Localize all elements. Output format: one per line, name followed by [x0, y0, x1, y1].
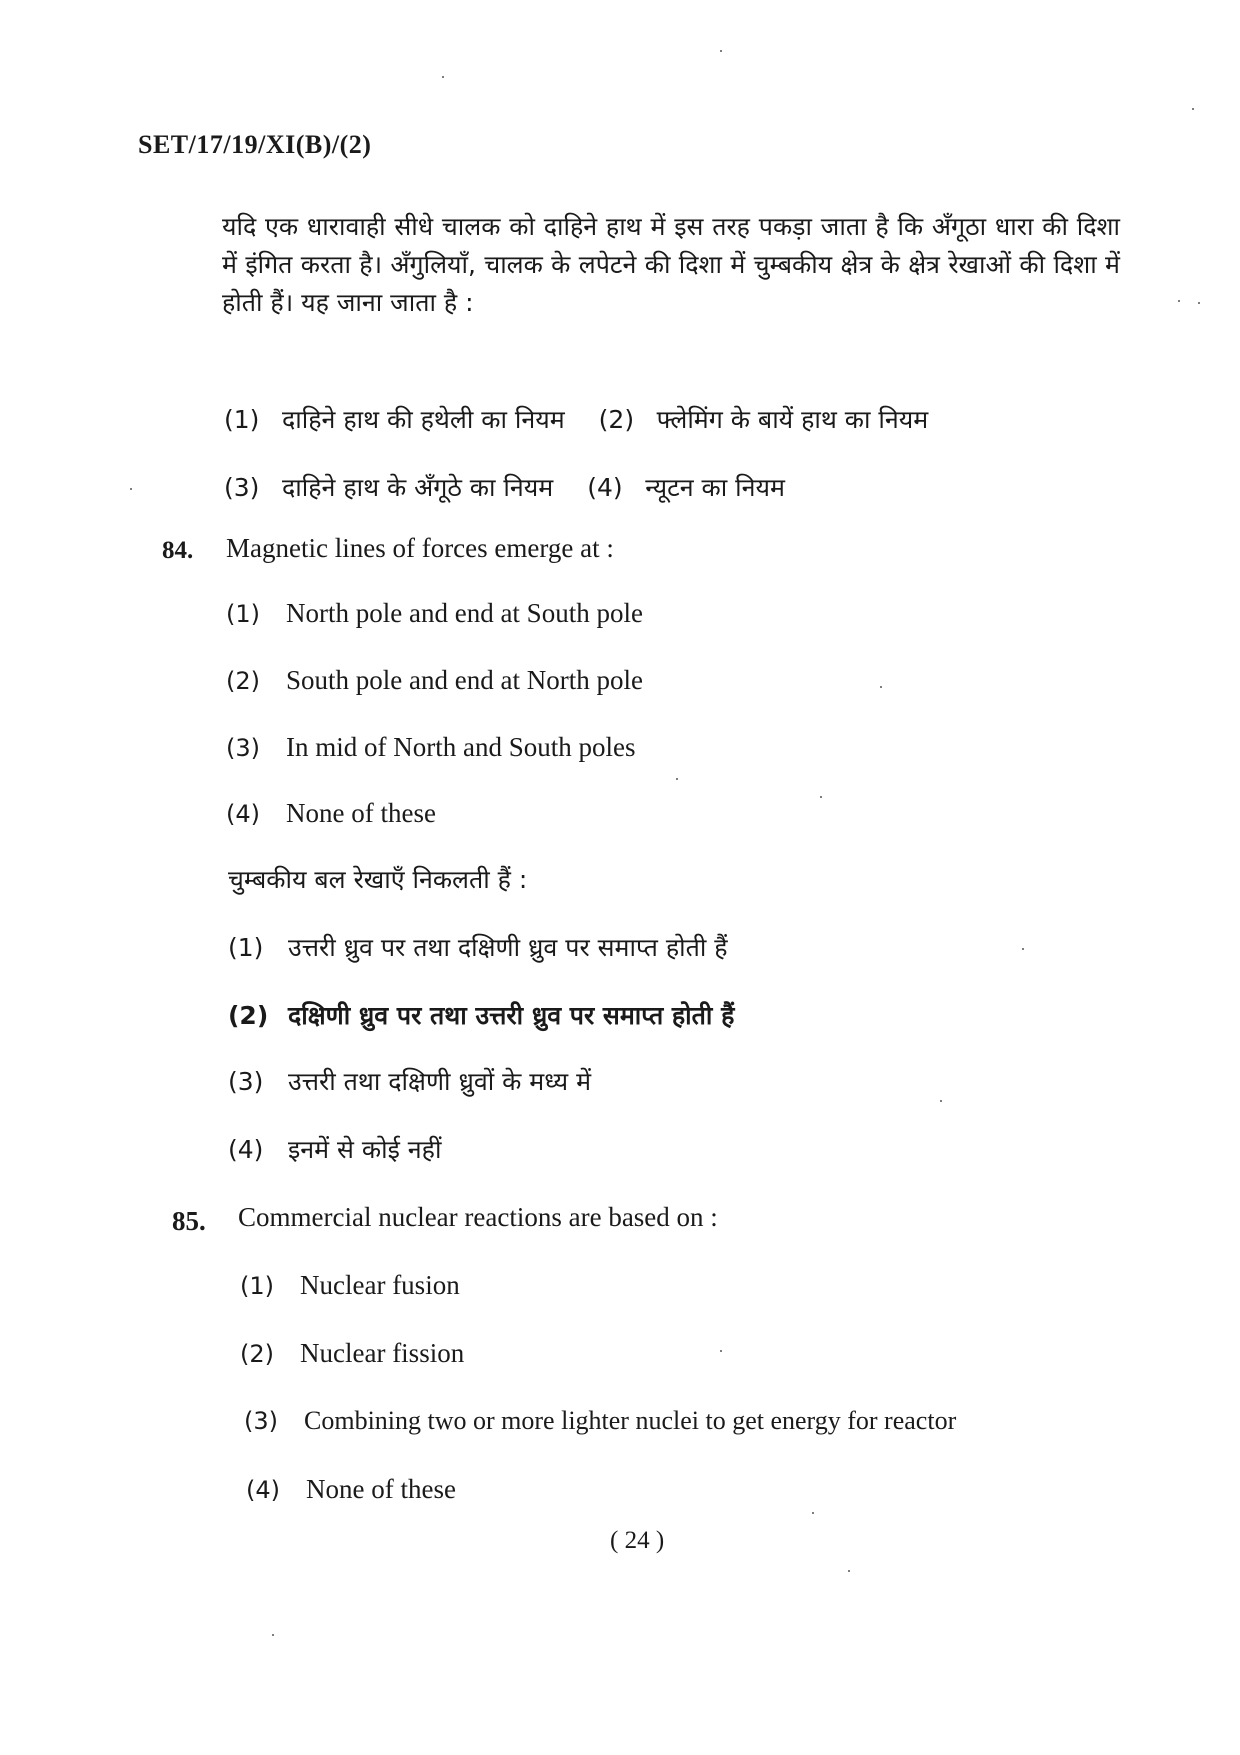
page-number: ( 24 ) [610, 1527, 665, 1554]
option-text: None of these [286, 798, 436, 828]
scan-speck [720, 50, 722, 52]
option-number: (2) [240, 1340, 274, 1368]
question-84-stem: Magnetic lines of forces emerge at : [226, 533, 614, 563]
scan-speck [1178, 300, 1180, 302]
paper-code: SET/17/19/XI(B)/(2) [138, 130, 372, 159]
scan-speck [940, 1100, 942, 1102]
option-number: (2) [228, 1001, 269, 1030]
question-84-hindi-option-4 [228, 1132, 441, 1166]
question-84-option-1 [226, 598, 643, 629]
option-text: फ्लेमिंग के बायें हाथ का नियम [656, 405, 929, 434]
option-text: Combining two or more lighter nuclei to get energy for reactor [304, 1406, 957, 1435]
question-84-number: 84. [162, 537, 194, 564]
question-83-options-row-2 [224, 470, 785, 504]
option-number: (4) [226, 800, 260, 828]
option-text: In mid of North and South poles [286, 732, 636, 762]
option-text: दक्षिणी ध्रुव पर तथा उत्तरी ध्रुव पर समाप्त होती हैं [288, 1001, 735, 1030]
option-text: इनमें से कोई नहीं [288, 1135, 442, 1164]
scan-speck [676, 778, 678, 780]
option-number: (3) [228, 1067, 264, 1096]
option-text: दाहिने हाथ की हथेली का नियम [282, 405, 565, 434]
scan-speck [880, 686, 882, 688]
option-text: North pole and end at South pole [286, 598, 643, 628]
scan-speck [272, 1634, 274, 1636]
option-number: (4) [587, 473, 623, 502]
option-number: (1) [228, 933, 264, 962]
question-83-hindi-stem: यदि एक धारावाही सीधे चालक को दाहिने हाथ में इस तरह पकड़ा जाता है कि अँगूठा धारा की दिशा में इंगित करता है। अँगुलियाँ, चालक के लपेटने की दिशा में चुम्बकीय क्षेत्र के क्षेत्र रेखाओं की दिशा में होती हैं। यह जाना जाता है : [222, 212, 1120, 317]
option-number: (1) [226, 600, 260, 628]
option-number: (2) [226, 667, 260, 695]
option-text: Nuclear fission [300, 1338, 465, 1368]
option-number: (1) [224, 405, 260, 434]
scan-speck [130, 488, 132, 490]
option-number: (3) [226, 734, 260, 762]
option-number: (4) [246, 1476, 280, 1504]
question-84-hindi-option-3 [228, 1064, 591, 1098]
option-text: दाहिने हाथ के अँगूठे का नियम [282, 473, 554, 502]
scan-speck [442, 76, 444, 78]
option-number: (2) [598, 405, 635, 434]
question-85-option-1 [240, 1270, 460, 1301]
option-text: South pole and end at North pole [286, 665, 643, 695]
option-text: None of these [306, 1474, 456, 1504]
option-text: Nuclear fusion [300, 1270, 460, 1300]
option-text: उत्तरी तथा दक्षिणी ध्रुवों के मध्य में [288, 1067, 592, 1096]
question-85-number: 85. [172, 1206, 206, 1236]
option-number: (4) [228, 1135, 264, 1164]
question-84-option-3 [226, 732, 635, 763]
question-85-option-2 [240, 1338, 464, 1369]
question-83-options-row-1 [224, 402, 928, 436]
scan-speck [812, 1512, 814, 1514]
question-84-hindi-stem: चुम्बकीय बल रेखाएँ निकलती हैं : [228, 865, 528, 894]
option-number: (3) [244, 1407, 278, 1435]
scan-speck [1192, 108, 1194, 110]
scan-speck [848, 1570, 850, 1572]
scan-speck [1198, 302, 1200, 304]
option-number: (3) [224, 473, 260, 502]
question-84-option-2 [226, 665, 643, 696]
question-85-option-4 [246, 1474, 456, 1505]
question-84-option-4 [226, 798, 436, 829]
scan-speck [1022, 948, 1024, 950]
question-85-stem: Commercial nuclear reactions are based on : [238, 1202, 718, 1232]
question-85-option-3 [244, 1406, 956, 1436]
scan-speck [820, 796, 822, 798]
question-84-hindi-option-2 [228, 998, 734, 1032]
question-84-hindi-option-1 [228, 930, 728, 964]
option-text: उत्तरी ध्रुव पर तथा दक्षिणी ध्रुव पर समाप्त होती हैं [288, 933, 728, 962]
scan-speck [720, 1350, 722, 1352]
option-text: न्यूटन का नियम [645, 473, 785, 502]
option-number: (1) [240, 1272, 274, 1300]
